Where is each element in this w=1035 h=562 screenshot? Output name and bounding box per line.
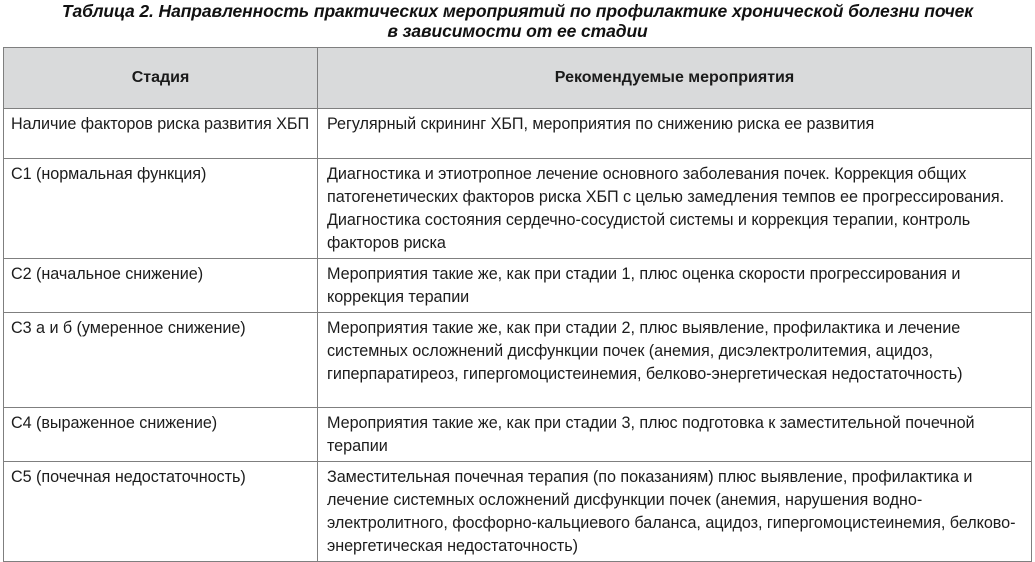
measures-cell: Заместительная почечная терапия (по показаниям) плюс выявление, профилактика и лечение системных осложнений дисфункции почек (анемия, нарушения водно-электролитного, фосфорно-кальциевого баланса, ацидоз, гипергомоцистеинемия, белково-энергетическая недостаточность) [318,462,1032,562]
stage-cell: С5 (почечная недостаточность) [4,462,318,562]
stage-cell: С4 (выраженное снижение) [4,408,318,462]
column-header-stage: Стадия [4,48,318,109]
table-row [4,109,1032,159]
table-caption-line-2: в зависимости от ее стадии [387,21,648,41]
measures-cell: Регулярный скрининг ХБП, мероприятия по снижению риска ее развития [318,109,1032,159]
measures-cell: Диагностика и этиотропное лечение основного заболевания почек. Коррекция общих патогенетических факторов риска ХБП с целью замедления темпов ее прогрессирования. Диагностика состояния сердечно-сосудистой системы и коррекция терапии, контроль факторов риска [318,159,1032,259]
table-row [4,408,1032,462]
table-caption [0,0,1035,41]
table-caption-line-1: Таблица 2. Направленность практических мероприятий по профилактике хронической болезни почек [61,1,974,21]
stage-cell: Наличие факторов риска развития ХБП [4,109,318,159]
table-header-row [4,48,1032,109]
stage-cell: С2 (начальное снижение) [4,259,318,313]
measures-cell: Мероприятия такие же, как при стадии 1, плюс оценка скорости прогрессирования и коррекция терапии [318,259,1032,313]
stage-cell: С1 (нормальная функция) [4,159,318,259]
table-row [4,259,1032,313]
ckd-prevention-table [3,47,1032,562]
table-row [4,159,1032,259]
measures-cell: Мероприятия такие же, как при стадии 3, плюс подготовка к заместительной почечной терапии [318,408,1032,462]
table-row [4,462,1032,562]
column-header-measures: Рекомендуемые мероприятия [318,48,1032,109]
measures-cell: Мероприятия такие же, как при стадии 2, плюс выявление, профилактика и лечение системных осложнений дисфункции почек (анемия, дисэлектролитемия, ацидоз, гиперпаратиреоз, гипергомоцистеинемия, белково-энергетическая недостаточность) [318,313,1032,408]
table-row [4,313,1032,408]
stage-cell: С3 а и б (умеренное снижение) [4,313,318,408]
